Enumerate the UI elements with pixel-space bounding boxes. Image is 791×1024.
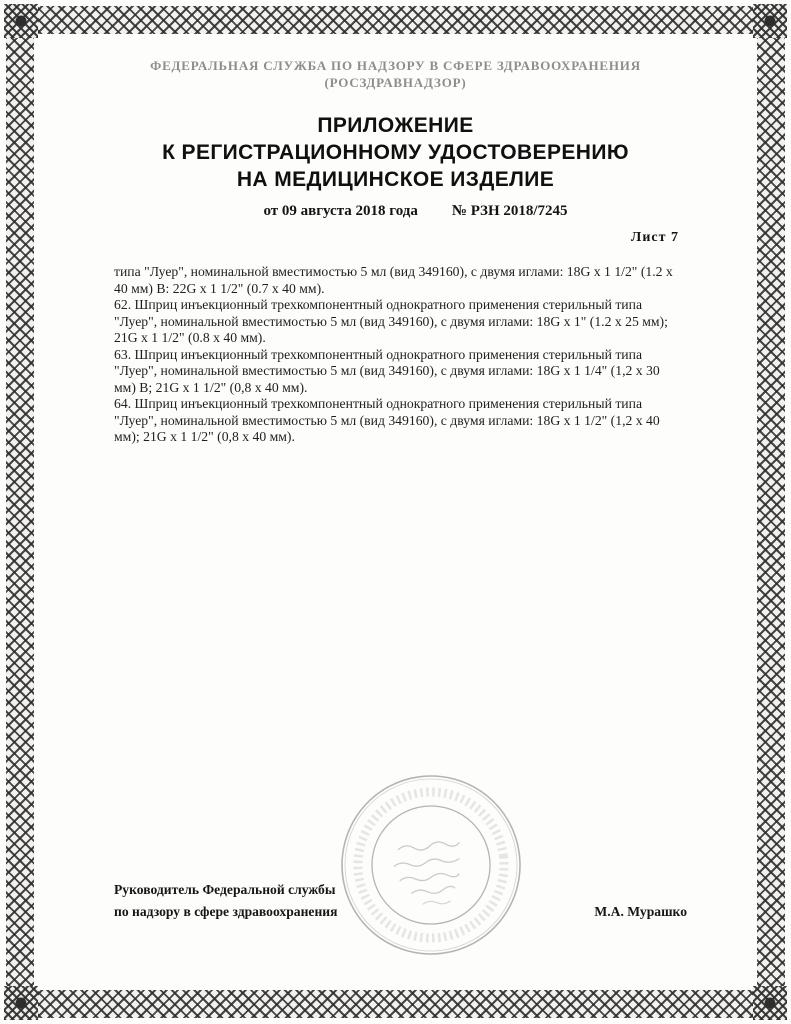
registration-meta bbox=[20, 203, 791, 220]
border-corner-top-right bbox=[753, 4, 787, 38]
ornamental-border-right bbox=[757, 6, 785, 1018]
registration-number: № РЗН 2018/7245 bbox=[451, 203, 568, 219]
signatory-position bbox=[114, 879, 337, 923]
body-paragraph: 62. Шприц инъекционный трехкомпонентный однократного применения стерильный типа "Луер", номинальной вместимостью 5 мл (вид 349160), с двумя иглами: 18G x 1" (1.2 x 25 мм); 21G x 1 1/2" (0.8 x 40 мм). bbox=[114, 297, 668, 345]
body-paragraph: 64. Шприц инъекционный трехкомпонентный однократного применения стерильный типа "Луер", номинальной вместимостью 5 мл (вид 349160), с двумя иглами: 18G x 1 1/2" (1,2 x 40 мм); 21G x 1 1/2" (0,8 x 40 мм). bbox=[114, 396, 660, 444]
ornamental-border-bottom bbox=[6, 990, 785, 1018]
document-title bbox=[46, 112, 745, 193]
border-corner-bottom-right bbox=[753, 986, 787, 1020]
body-paragraph: 63. Шприц инъекционный трехкомпонентный однократного применения стерильный типа "Луер", номинальной вместимостью 5 мл (вид 349160), с двумя иглами: 18G x 1 1/4" (1,2 x 30 мм) В; 21G x 1 1/2" (0,8 x 40 мм). bbox=[114, 346, 660, 395]
signatory-name: М.А. Мурашко bbox=[594, 904, 687, 919]
authority-short-name: (РОСЗДРАВНАДЗОР) bbox=[324, 75, 467, 90]
title-line-3: НА МЕДИЦИНСКОЕ ИЗДЕЛИЕ bbox=[236, 168, 555, 191]
signature-block bbox=[114, 879, 687, 923]
position-line-2: по надзору в сфере здравоохранения bbox=[114, 904, 338, 919]
border-corner-top-left bbox=[4, 4, 38, 38]
title-line-2: К РЕГИСТРАЦИОННОМУ УДОСТОВЕРЕНИЮ bbox=[162, 141, 629, 164]
ornamental-border-top bbox=[6, 6, 785, 34]
official-round-stamp-icon bbox=[325, 759, 537, 971]
border-corner-bottom-left bbox=[4, 986, 38, 1020]
title-line-1: ПРИЛОЖЕНИЕ bbox=[317, 114, 474, 137]
registration-date: от 09 августа 2018 года bbox=[263, 203, 418, 219]
ornamental-border-left bbox=[6, 6, 34, 1018]
issuing-authority bbox=[60, 57, 731, 91]
position-line-1: Руководитель Федеральной службы bbox=[114, 882, 336, 897]
sheet-number: Лист 7 bbox=[630, 230, 679, 245]
authority-name: ФЕДЕРАЛЬНАЯ СЛУЖБА ПО НАДЗОРУ В СФЕРЕ ЗДРАВООХРАНЕНИЯ bbox=[150, 58, 641, 73]
document-body bbox=[114, 264, 684, 446]
body-paragraph: типа "Луер", номинальной вместимостью 5 мл (вид 349160), с двумя иглами: 18G x 1 1/2" (1.2 x 40 мм) В: 22G x 1 1/2" (0.7 x 40 мм). bbox=[114, 264, 673, 296]
